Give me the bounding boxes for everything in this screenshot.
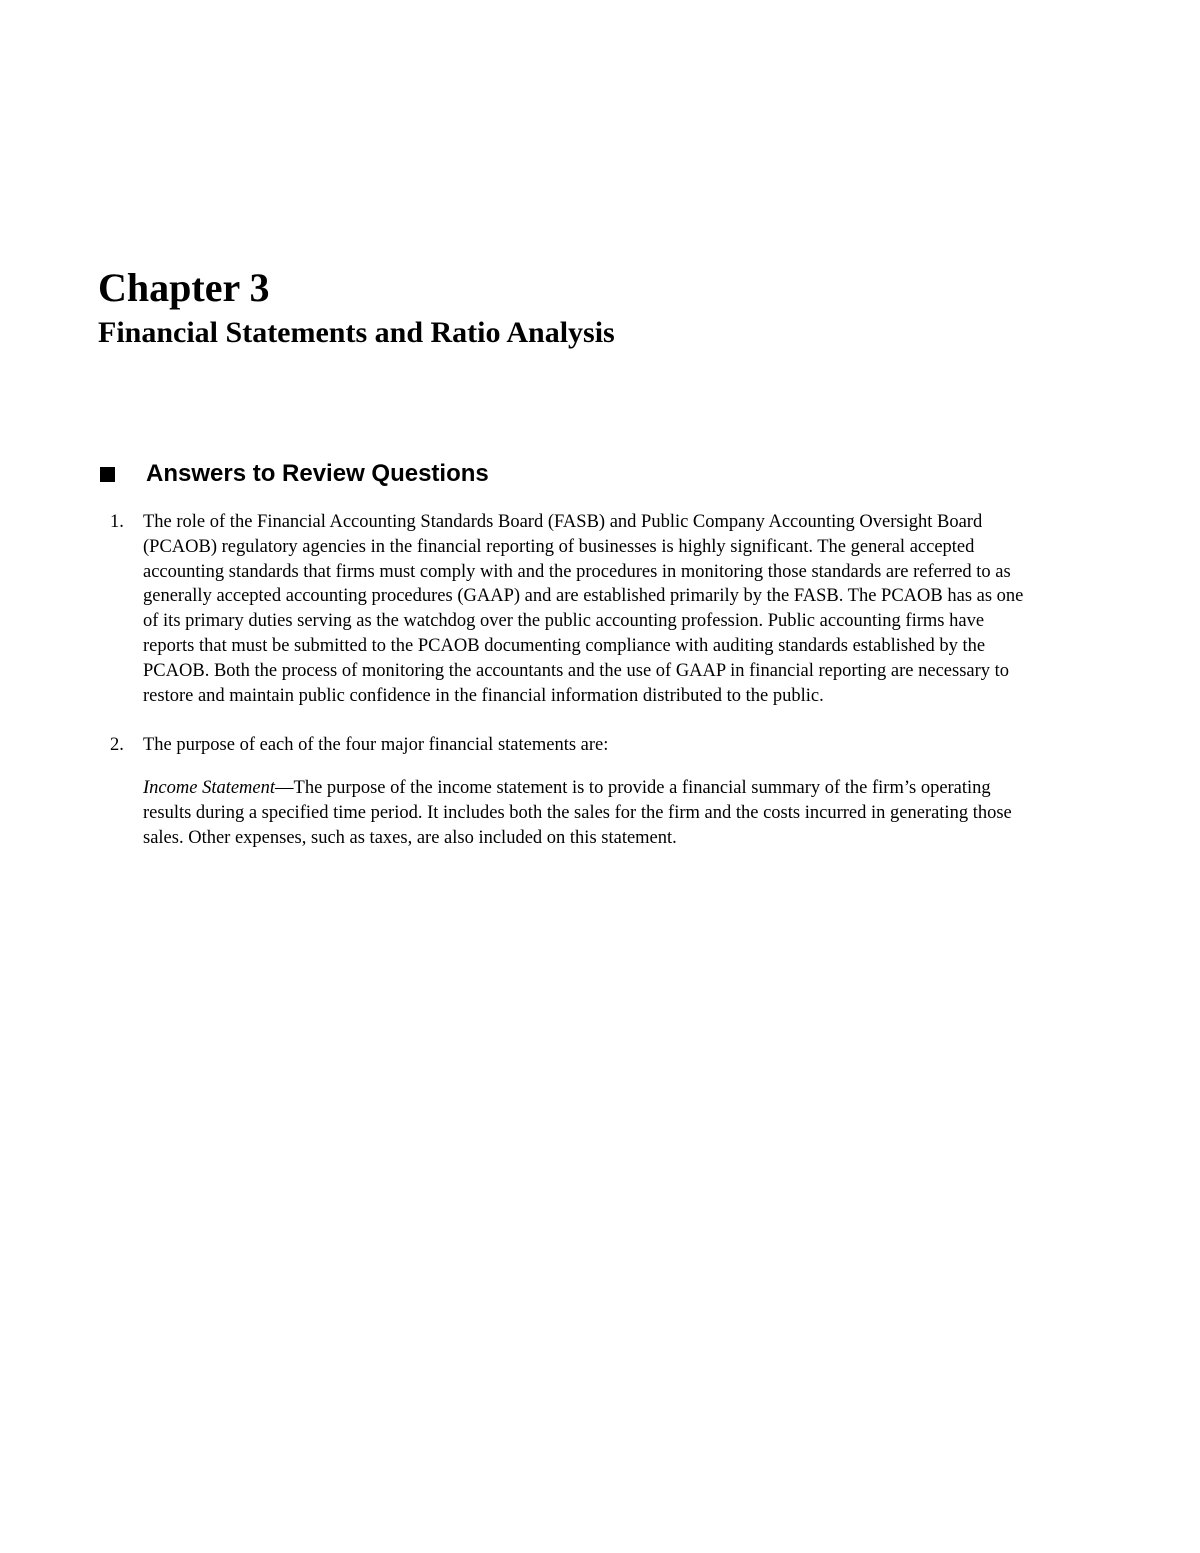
answers-list: [98, 510, 1038, 851]
income-statement-term: Income Statement: [143, 778, 276, 799]
answer-item-1: [98, 510, 1038, 708]
answer-text: The role of the Financial Accounting Standards Board (FASB) and Public Company Accounting Oversight Board (PCAOB) regulatory agencies in the financial reporting of businesses is highly significant. The general accepted accounting standards that firms must comply with and the procedures in monitoring those standards are referred to as generally accepted accounting procedures (GAAP) and are established primarily by the FASB. The PCAOB has as one of its primary duties serving as the watchdog over the public accounting profession. Public accounting firms have reports that must be submitted to the PCAOB documenting compliance with auditing standards established by the PCAOB. Both the process of monitoring the accountants and the use of GAAP in financial reporting are necessary to restore and maintain public confidence in the financial information distributed to the public.: [143, 512, 1024, 706]
income-statement-body: —The purpose of the income statement is to provide a financial summary of the firm’s operating results during a specified time period. It includes both the sales for the firm and the costs incurred in generating those sales. Other expenses, such as taxes, are also included on this statement.: [143, 778, 1012, 848]
section-heading-text: Answers to Review Questions: [146, 460, 489, 487]
answer-number: 2.: [110, 735, 124, 756]
square-bullet-icon: [100, 467, 115, 482]
chapter-number: Chapter 3: [98, 265, 270, 310]
answer-item-2: [98, 733, 1038, 850]
answer-text: The purpose of each of the four major financial statements are:: [143, 735, 609, 756]
section-heading: [100, 456, 489, 492]
chapter-title: Financial Statements and Ratio Analysis: [98, 316, 615, 349]
income-statement-paragraph: [143, 776, 1038, 850]
answer-number: 1.: [110, 512, 124, 532]
